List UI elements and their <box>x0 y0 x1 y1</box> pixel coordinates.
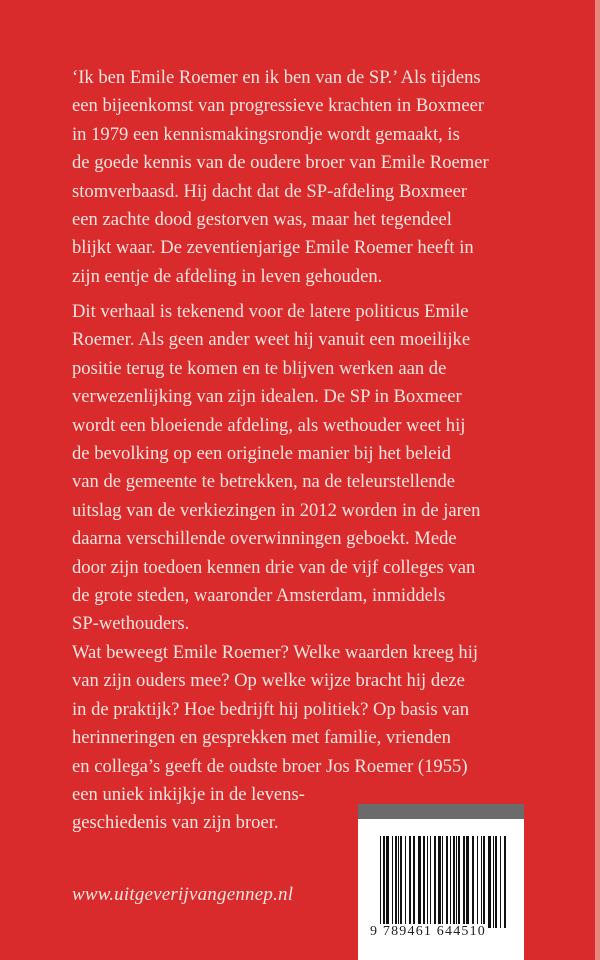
text-line: wordt een bloeiende afdeling, als wethouder weet hij <box>72 414 466 436</box>
text-line: een uniek inkijkje in de levens- <box>72 784 305 806</box>
text-line: positie terug te komen en te blijven werken aan de <box>72 357 447 379</box>
barcode-bar <box>483 836 485 928</box>
text-line: blijkt waar. De zeventienjarige Emile Roemer heeft in <box>72 237 474 259</box>
barcode-bar <box>450 836 451 928</box>
text-line: de grote steden, waaronder Amsterdam, inmiddels <box>72 585 446 607</box>
text-line: en collega’s geeft de oudste broer Jos Roemer (1955) <box>72 755 468 777</box>
barcode-bar <box>383 836 385 928</box>
barcode-bar <box>477 836 478 928</box>
barcode-bar <box>392 836 393 928</box>
barcode-bar <box>400 836 402 928</box>
text-line: de goede kennis van de oudere broer van Emile Roemer <box>72 152 489 174</box>
barcode-bar <box>463 836 465 928</box>
barcode-bar <box>413 836 415 928</box>
barcode-bar <box>405 836 406 928</box>
text-line: geschiedenis van zijn broer. <box>72 812 279 834</box>
text-line: Wat beweegt Emile Roemer? Welke waarden kreeg hij <box>72 642 479 663</box>
barcode-bar <box>395 836 397 928</box>
text-line: daarna verschillende overwinningen geboekt. Mede <box>72 528 457 550</box>
text-line: in de praktijk? Hoe bedrijft hij politiek? Op basis van <box>72 698 470 720</box>
barcode-bar <box>380 836 381 936</box>
paragraph-intro <box>72 64 489 291</box>
barcode-bar <box>500 836 501 928</box>
barcode-bar <box>472 836 474 928</box>
publisher-website[interactable]: www.uitgeverijvangennep.nl <box>72 884 294 905</box>
text-line: Dit verhaal is tekenend voor de latere politicus Emile <box>72 301 469 322</box>
barcode-bar <box>423 836 425 928</box>
text-line: herinneringen en gesprekken met familie, vrienden <box>72 727 451 749</box>
barcode-bar <box>456 836 457 928</box>
barcode-label <box>358 804 524 960</box>
isbn-digits: 9 789461 644510 <box>370 924 486 939</box>
paragraph-career <box>72 298 480 639</box>
barcode-band <box>358 804 524 819</box>
barcode-bar <box>495 836 497 928</box>
barcode-bar <box>493 836 494 928</box>
barcode-bar <box>386 836 389 928</box>
text-line: in 1979 een kennismakingsrondje wordt gemaakt, is <box>72 123 460 145</box>
barcode-bar <box>446 836 448 936</box>
barcode <box>380 836 510 931</box>
text-line: stomverbaasd. Hij dacht dat de SP-afdeling Boxmeer <box>72 180 468 202</box>
barcode-bar <box>418 836 421 928</box>
barcode-bar <box>434 836 436 928</box>
barcode-bar <box>488 836 491 928</box>
barcode-bar <box>409 836 411 928</box>
text-line: SP-wethouders. <box>72 613 190 635</box>
text-line: ‘Ik ben Emile Roemer en ik ben van de SP.’ Als tijdens <box>72 67 481 88</box>
text-line: verwezenlijking van zijn idealen. De SP in Boxmeer <box>72 386 462 408</box>
barcode-bar <box>442 836 443 936</box>
text-line: een bijeenkomst van progressieve krachten in Boxmeer <box>72 95 485 117</box>
text-line: door zijn toedoen kennen drie van de vijf colleges van <box>72 556 476 578</box>
text-line: van zijn ouders mee? Op welke wijze bracht hij deze <box>72 670 465 692</box>
text-line: zijn eentje de afdeling in leven gehouden. <box>72 265 383 287</box>
text-line: Roemer. Als geen ander weet hij vanuit een moeilijke <box>72 329 471 351</box>
spine-edge <box>595 0 600 960</box>
barcode-bar <box>481 836 482 928</box>
barcode-bar <box>504 836 506 928</box>
barcode-bar <box>398 836 399 928</box>
text-line: een zachte dood gestorven was, maar het tegendeel <box>72 209 452 231</box>
barcode-bar <box>466 836 469 928</box>
barcode-bar <box>430 836 431 928</box>
text-line: de bevolking op een originele manier bij het beleid <box>72 443 451 465</box>
barcode-bar <box>438 836 441 928</box>
barcode-bar <box>427 836 428 928</box>
barcode-bar <box>453 836 455 928</box>
text-line: uitslag van de verkiezingen in 2012 worden in de jaren <box>72 499 481 521</box>
barcode-bar <box>458 836 460 928</box>
text-line: van de gemeente te betrekken, na de teleurstellende <box>72 471 456 493</box>
